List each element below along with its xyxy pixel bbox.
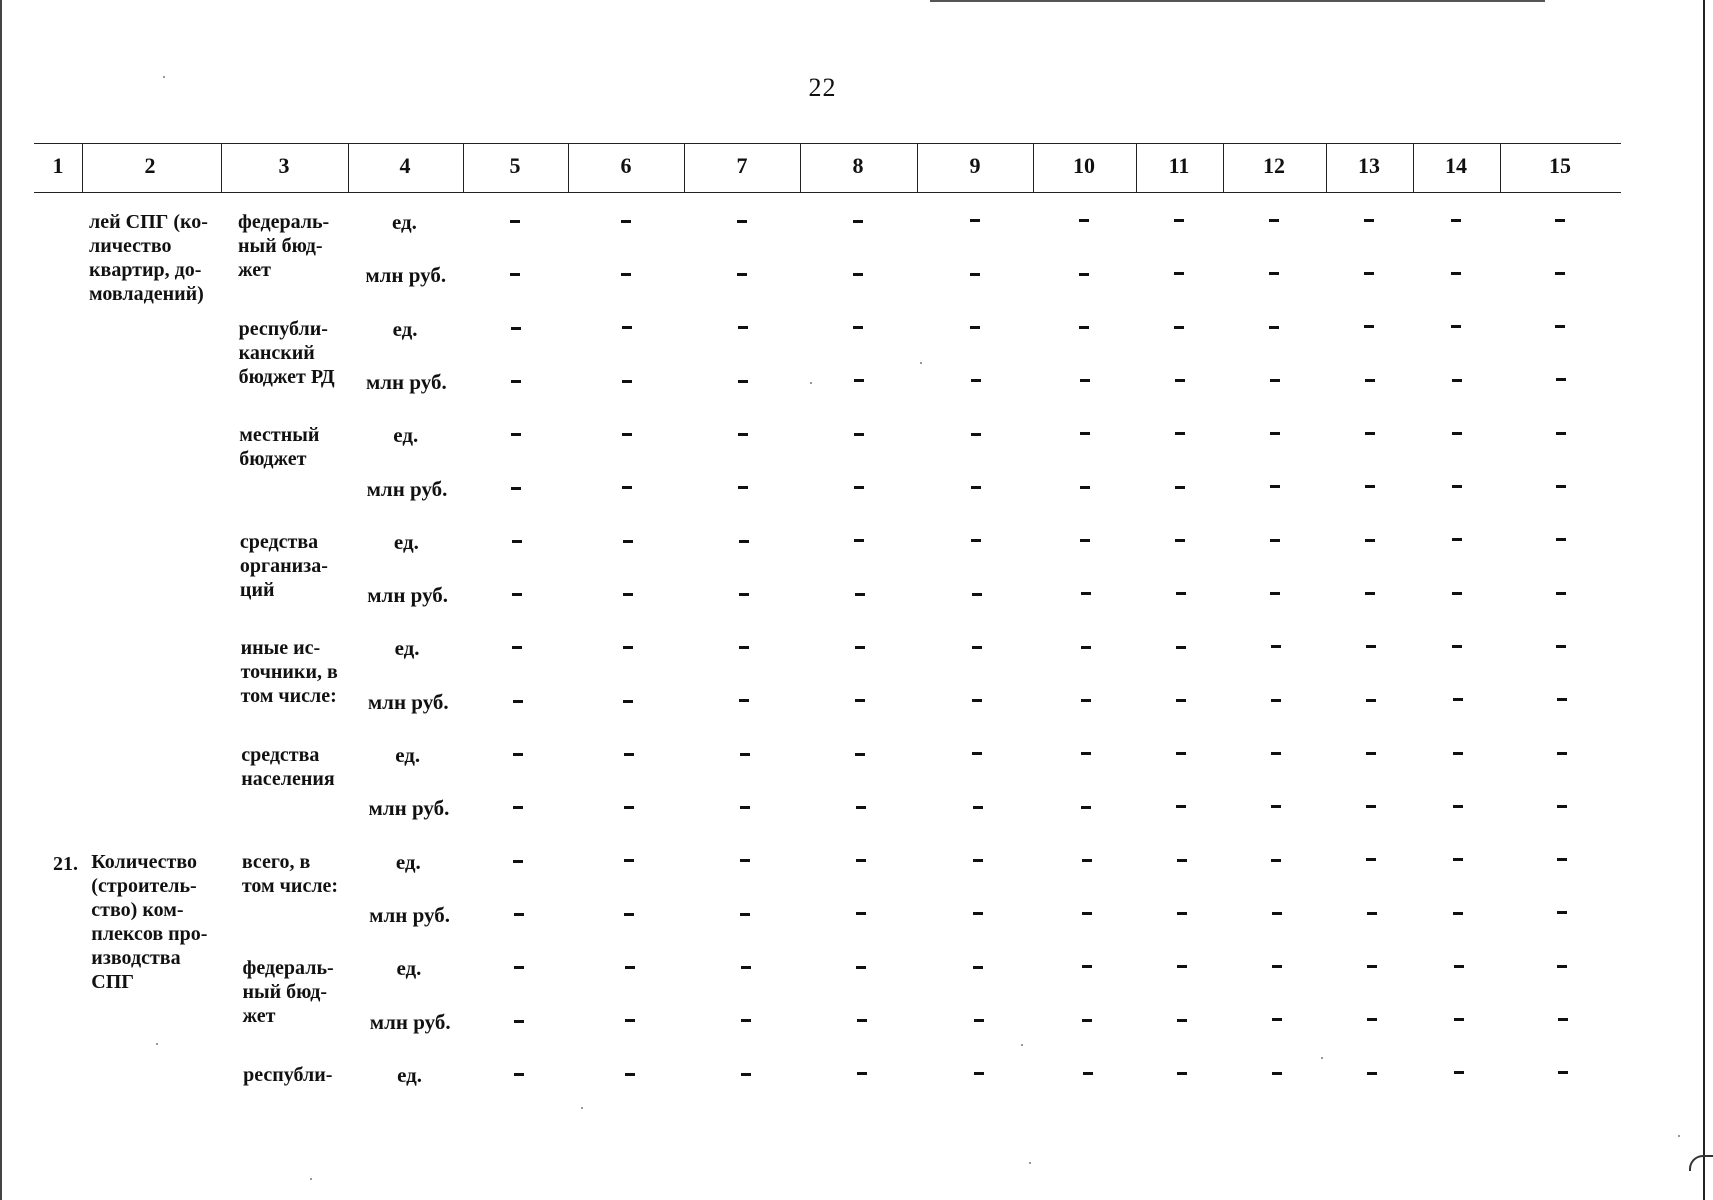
- empty-value-dash: [1367, 965, 1377, 968]
- empty-value-dash: [854, 433, 864, 436]
- empty-value-dash: [970, 219, 980, 222]
- empty-value-dash: [1366, 645, 1376, 648]
- unit-cell: млн руб.: [367, 583, 449, 608]
- indicator-name: лей СПГ (ко- личество квартир, до- мовладений): [89, 211, 208, 305]
- empty-value-dash: [1556, 378, 1566, 381]
- empty-value-dash: [625, 966, 635, 969]
- empty-value-dash: [1272, 965, 1282, 968]
- header-divider: [684, 143, 685, 193]
- empty-value-dash: [1271, 699, 1281, 702]
- header-col-7: 7: [736, 153, 748, 178]
- header-col-13: 13: [1358, 153, 1380, 178]
- scan-speck: [810, 382, 812, 384]
- header-col-2: 2: [144, 153, 156, 178]
- empty-value-dash: [1175, 432, 1185, 435]
- empty-value-dash: [1558, 1071, 1568, 1074]
- empty-value-dash: [853, 220, 863, 223]
- empty-value-dash: [740, 806, 750, 809]
- empty-value-dash: [1176, 646, 1186, 649]
- empty-value-dash: [625, 1073, 635, 1076]
- empty-value-dash: [971, 486, 981, 489]
- header-col-1: 1: [52, 153, 64, 178]
- empty-value-dash: [1176, 592, 1186, 595]
- row-number: 21.: [53, 852, 78, 875]
- header-divider: [1033, 143, 1034, 193]
- empty-value-dash: [1452, 379, 1462, 382]
- header-divider: [1326, 143, 1327, 193]
- empty-value-dash: [1079, 326, 1089, 329]
- empty-value-dash: [738, 380, 748, 383]
- unit-cell: ед.: [393, 423, 419, 448]
- empty-value-dash: [1454, 1071, 1464, 1074]
- empty-value-dash: [1080, 432, 1090, 435]
- empty-value-dash: [1083, 1072, 1093, 1075]
- empty-value-dash: [1270, 432, 1280, 435]
- empty-value-dash: [1556, 538, 1566, 541]
- empty-value-dash: [1555, 325, 1565, 328]
- unit-cell: ед.: [396, 956, 422, 981]
- empty-value-dash: [971, 379, 981, 382]
- header-divider: [1500, 143, 1501, 193]
- empty-value-dash: [1453, 752, 1463, 755]
- empty-value-dash: [1082, 1019, 1092, 1022]
- header-divider: [1136, 143, 1137, 193]
- empty-value-dash: [1270, 485, 1280, 488]
- unit-cell: млн руб.: [367, 689, 449, 714]
- empty-value-dash: [513, 753, 523, 756]
- header-col-15: 15: [1549, 153, 1571, 178]
- empty-value-dash: [739, 699, 749, 702]
- empty-value-dash: [1177, 1072, 1187, 1075]
- funding-source: всего, в том числе:: [241, 850, 339, 897]
- unit-cell: ед.: [394, 636, 420, 661]
- empty-value-dash: [1557, 698, 1567, 701]
- empty-value-dash: [512, 646, 522, 649]
- scan-speck: [1029, 1162, 1031, 1164]
- empty-value-dash: [971, 433, 981, 436]
- unit-cell: ед.: [397, 1062, 423, 1087]
- empty-value-dash: [1271, 805, 1281, 808]
- empty-value-dash: [1081, 592, 1091, 595]
- empty-value-dash: [972, 646, 982, 649]
- empty-value-dash: [1555, 272, 1565, 275]
- empty-value-dash: [1269, 272, 1279, 275]
- empty-value-dash: [1081, 699, 1091, 702]
- empty-value-dash: [512, 540, 522, 543]
- empty-value-dash: [1454, 1018, 1464, 1021]
- empty-value-dash: [1081, 806, 1091, 809]
- empty-value-dash: [1367, 1018, 1377, 1021]
- empty-value-dash: [1453, 805, 1463, 808]
- empty-value-dash: [1364, 272, 1374, 275]
- empty-value-dash: [857, 1019, 867, 1022]
- empty-value-dash: [1080, 539, 1090, 542]
- scan-speck: [920, 362, 922, 364]
- funding-source: средства организа- ций: [239, 530, 328, 601]
- empty-value-dash: [621, 220, 631, 223]
- empty-value-dash: [1555, 219, 1565, 222]
- unit-cell: млн руб.: [368, 796, 450, 821]
- unit-cell: ед.: [392, 316, 418, 341]
- header-divider: [82, 143, 83, 193]
- empty-value-dash: [512, 593, 522, 596]
- scan-speck: [156, 1043, 158, 1045]
- empty-value-dash: [1366, 858, 1376, 861]
- empty-value-dash: [855, 753, 865, 756]
- empty-value-dash: [624, 859, 634, 862]
- empty-value-dash: [1080, 379, 1090, 382]
- empty-value-dash: [1272, 912, 1282, 915]
- empty-value-dash: [624, 753, 634, 756]
- empty-value-dash: [740, 859, 750, 862]
- empty-value-dash: [856, 912, 866, 915]
- scan-edge-top: [930, 0, 1545, 2]
- empty-value-dash: [740, 753, 750, 756]
- empty-value-dash: [1365, 539, 1375, 542]
- header-col-6: 6: [620, 153, 632, 178]
- empty-value-dash: [1557, 858, 1567, 861]
- table-top-rule: [34, 143, 1621, 144]
- unit-cell: ед.: [395, 849, 421, 874]
- unit-cell: ед.: [393, 529, 419, 554]
- empty-value-dash: [853, 273, 863, 276]
- empty-value-dash: [514, 966, 524, 969]
- unit-cell: млн руб.: [369, 902, 450, 927]
- empty-value-dash: [741, 1019, 751, 1022]
- empty-value-dash: [1177, 965, 1187, 968]
- empty-value-dash: [622, 433, 632, 436]
- empty-value-dash: [1366, 805, 1376, 808]
- empty-value-dash: [737, 220, 747, 223]
- empty-value-dash: [513, 860, 523, 863]
- header-col-12: 12: [1263, 153, 1285, 178]
- empty-value-dash: [514, 913, 524, 916]
- empty-value-dash: [1176, 752, 1186, 755]
- header-divider: [917, 143, 918, 193]
- header-col-9: 9: [969, 153, 981, 178]
- empty-value-dash: [623, 540, 633, 543]
- header-col-4: 4: [399, 153, 411, 178]
- empty-value-dash: [856, 859, 866, 862]
- scan-speck: [581, 1107, 583, 1109]
- empty-value-dash: [1269, 219, 1279, 222]
- empty-value-dash: [511, 433, 521, 436]
- empty-value-dash: [739, 593, 749, 596]
- empty-value-dash: [855, 646, 865, 649]
- empty-value-dash: [738, 486, 748, 489]
- indicator-name: Количество (строитель- ство) ком- плексов про- изводства СПГ: [91, 850, 208, 993]
- empty-value-dash: [857, 1072, 867, 1075]
- header-divider: [568, 143, 569, 193]
- empty-value-dash: [1174, 272, 1184, 275]
- unit-cell: млн руб.: [366, 476, 448, 501]
- empty-value-dash: [1453, 912, 1463, 915]
- empty-value-dash: [1270, 379, 1280, 382]
- empty-value-dash: [854, 539, 864, 542]
- empty-value-dash: [1367, 1072, 1377, 1075]
- empty-value-dash: [1272, 1018, 1282, 1021]
- empty-value-dash: [973, 966, 983, 969]
- empty-value-dash: [1271, 859, 1281, 862]
- empty-value-dash: [510, 273, 520, 276]
- header-divider: [221, 143, 222, 193]
- header-col-8: 8: [852, 153, 864, 178]
- empty-value-dash: [1176, 699, 1186, 702]
- unit-cell: млн руб.: [365, 263, 447, 288]
- empty-value-dash: [623, 593, 633, 596]
- empty-value-dash: [1364, 219, 1374, 222]
- empty-value-dash: [856, 966, 866, 969]
- empty-value-dash: [1271, 645, 1281, 648]
- empty-value-dash: [1367, 912, 1377, 915]
- empty-value-dash: [1451, 272, 1461, 275]
- unit-cell: млн руб.: [365, 369, 447, 394]
- header-divider: [348, 143, 349, 193]
- page-curl: [1689, 1155, 1713, 1171]
- scan-speck: [1321, 1057, 1323, 1059]
- funding-source: иные ис- точники, в том числе:: [240, 637, 338, 708]
- empty-value-dash: [973, 806, 983, 809]
- empty-value-dash: [1452, 485, 1462, 488]
- empty-value-dash: [1556, 485, 1566, 488]
- empty-value-dash: [973, 912, 983, 915]
- empty-value-dash: [623, 646, 633, 649]
- scan-speck: [1021, 1044, 1023, 1046]
- empty-value-dash: [970, 273, 980, 276]
- empty-value-dash: [1174, 219, 1184, 222]
- empty-value-dash: [972, 699, 982, 702]
- empty-value-dash: [854, 486, 864, 489]
- empty-value-dash: [854, 379, 864, 382]
- empty-value-dash: [1082, 859, 1092, 862]
- unit-cell: ед.: [395, 743, 421, 767]
- funding-source: республи- канский бюджет РД: [238, 317, 335, 388]
- empty-value-dash: [1366, 699, 1376, 702]
- empty-value-dash: [1558, 1018, 1568, 1021]
- empty-value-dash: [1365, 592, 1375, 595]
- empty-value-dash: [622, 326, 632, 329]
- empty-value-dash: [855, 593, 865, 596]
- empty-value-dash: [1452, 432, 1462, 435]
- empty-value-dash: [1557, 805, 1567, 808]
- empty-value-dash: [1365, 379, 1375, 382]
- empty-value-dash: [739, 540, 749, 543]
- empty-value-dash: [739, 646, 749, 649]
- empty-value-dash: [971, 539, 981, 542]
- empty-value-dash: [855, 699, 865, 702]
- empty-value-dash: [624, 913, 634, 916]
- empty-value-dash: [1081, 752, 1091, 755]
- empty-value-dash: [1452, 538, 1462, 541]
- empty-value-dash: [1556, 432, 1566, 435]
- empty-value-dash: [1557, 911, 1567, 914]
- empty-value-dash: [621, 273, 631, 276]
- scan-speck: [310, 1178, 312, 1180]
- empty-value-dash: [1556, 592, 1566, 595]
- empty-value-dash: [1270, 539, 1280, 542]
- empty-value-dash: [1453, 858, 1463, 861]
- empty-value-dash: [511, 487, 521, 490]
- empty-value-dash: [741, 966, 751, 969]
- empty-value-dash: [1451, 219, 1461, 222]
- empty-value-dash: [1175, 486, 1185, 489]
- empty-value-dash: [622, 380, 632, 383]
- empty-value-dash: [738, 326, 748, 329]
- empty-value-dash: [1269, 326, 1279, 329]
- header-col-5: 5: [509, 153, 521, 178]
- empty-value-dash: [1451, 325, 1461, 328]
- scan-speck: [1678, 1135, 1680, 1137]
- empty-value-dash: [625, 1019, 635, 1022]
- empty-value-dash: [513, 700, 523, 703]
- empty-value-dash: [1454, 965, 1464, 968]
- empty-value-dash: [623, 700, 633, 703]
- empty-value-dash: [1365, 485, 1375, 488]
- unit-cell: млн руб.: [369, 1009, 451, 1034]
- empty-value-dash: [624, 806, 634, 809]
- empty-value-dash: [1364, 325, 1374, 328]
- funding-source: средства населения: [241, 744, 335, 790]
- funding-source: местный бюджет: [239, 424, 320, 471]
- funding-source: федераль- ный бюд- жет: [238, 211, 330, 281]
- table-header-rule: [34, 192, 1621, 193]
- empty-value-dash: [974, 1019, 984, 1022]
- unit-cell: ед.: [392, 210, 417, 234]
- empty-value-dash: [1175, 379, 1185, 382]
- empty-value-dash: [972, 752, 982, 755]
- empty-value-dash: [1177, 1019, 1187, 1022]
- empty-value-dash: [973, 859, 983, 862]
- empty-value-dash: [510, 220, 520, 223]
- empty-value-dash: [974, 1072, 984, 1075]
- header-divider: [1223, 143, 1224, 193]
- empty-value-dash: [622, 486, 632, 489]
- empty-value-dash: [1079, 273, 1089, 276]
- empty-value-dash: [1081, 646, 1091, 649]
- header-col-10: 10: [1073, 153, 1095, 178]
- empty-value-dash: [1452, 645, 1462, 648]
- header-divider: [463, 143, 464, 193]
- empty-value-dash: [1176, 805, 1186, 808]
- scan-speck: [163, 76, 165, 78]
- empty-value-dash: [511, 380, 521, 383]
- header-col-11: 11: [1168, 153, 1190, 178]
- empty-value-dash: [737, 273, 747, 276]
- empty-value-dash: [514, 1020, 524, 1023]
- empty-value-dash: [1365, 432, 1375, 435]
- empty-value-dash: [1452, 592, 1462, 595]
- empty-value-dash: [1080, 486, 1090, 489]
- empty-value-dash: [1082, 965, 1092, 968]
- funding-source: федераль- ный бюд- жет: [242, 957, 334, 1028]
- empty-value-dash: [972, 593, 982, 596]
- empty-value-dash: [1177, 859, 1187, 862]
- scan-edge-left: [0, 0, 2, 1200]
- empty-value-dash: [514, 1073, 524, 1076]
- empty-value-dash: [970, 326, 980, 329]
- empty-value-dash: [1174, 326, 1184, 329]
- empty-value-dash: [1557, 752, 1567, 755]
- header-divider: [800, 143, 801, 193]
- scan-edge-right: [1703, 0, 1705, 1200]
- empty-value-dash: [738, 433, 748, 436]
- empty-value-dash: [511, 327, 521, 330]
- empty-value-dash: [856, 806, 866, 809]
- header-divider: [1413, 143, 1414, 193]
- empty-value-dash: [1175, 539, 1185, 542]
- empty-value-dash: [1556, 645, 1566, 648]
- empty-value-dash: [1082, 912, 1092, 915]
- funding-source: республи-: [243, 1063, 333, 1086]
- empty-value-dash: [1453, 698, 1463, 701]
- empty-value-dash: [1272, 1072, 1282, 1075]
- empty-value-dash: [1177, 912, 1187, 915]
- empty-value-dash: [1271, 752, 1281, 755]
- header-col-3: 3: [278, 153, 290, 178]
- empty-value-dash: [513, 806, 523, 809]
- empty-value-dash: [741, 1073, 751, 1076]
- header-col-14: 14: [1445, 153, 1467, 178]
- empty-value-dash: [1270, 592, 1280, 595]
- page-number: 22: [808, 73, 837, 102]
- empty-value-dash: [1079, 219, 1089, 222]
- empty-value-dash: [1366, 752, 1376, 755]
- empty-value-dash: [1557, 965, 1567, 968]
- empty-value-dash: [740, 913, 750, 916]
- empty-value-dash: [853, 326, 863, 329]
